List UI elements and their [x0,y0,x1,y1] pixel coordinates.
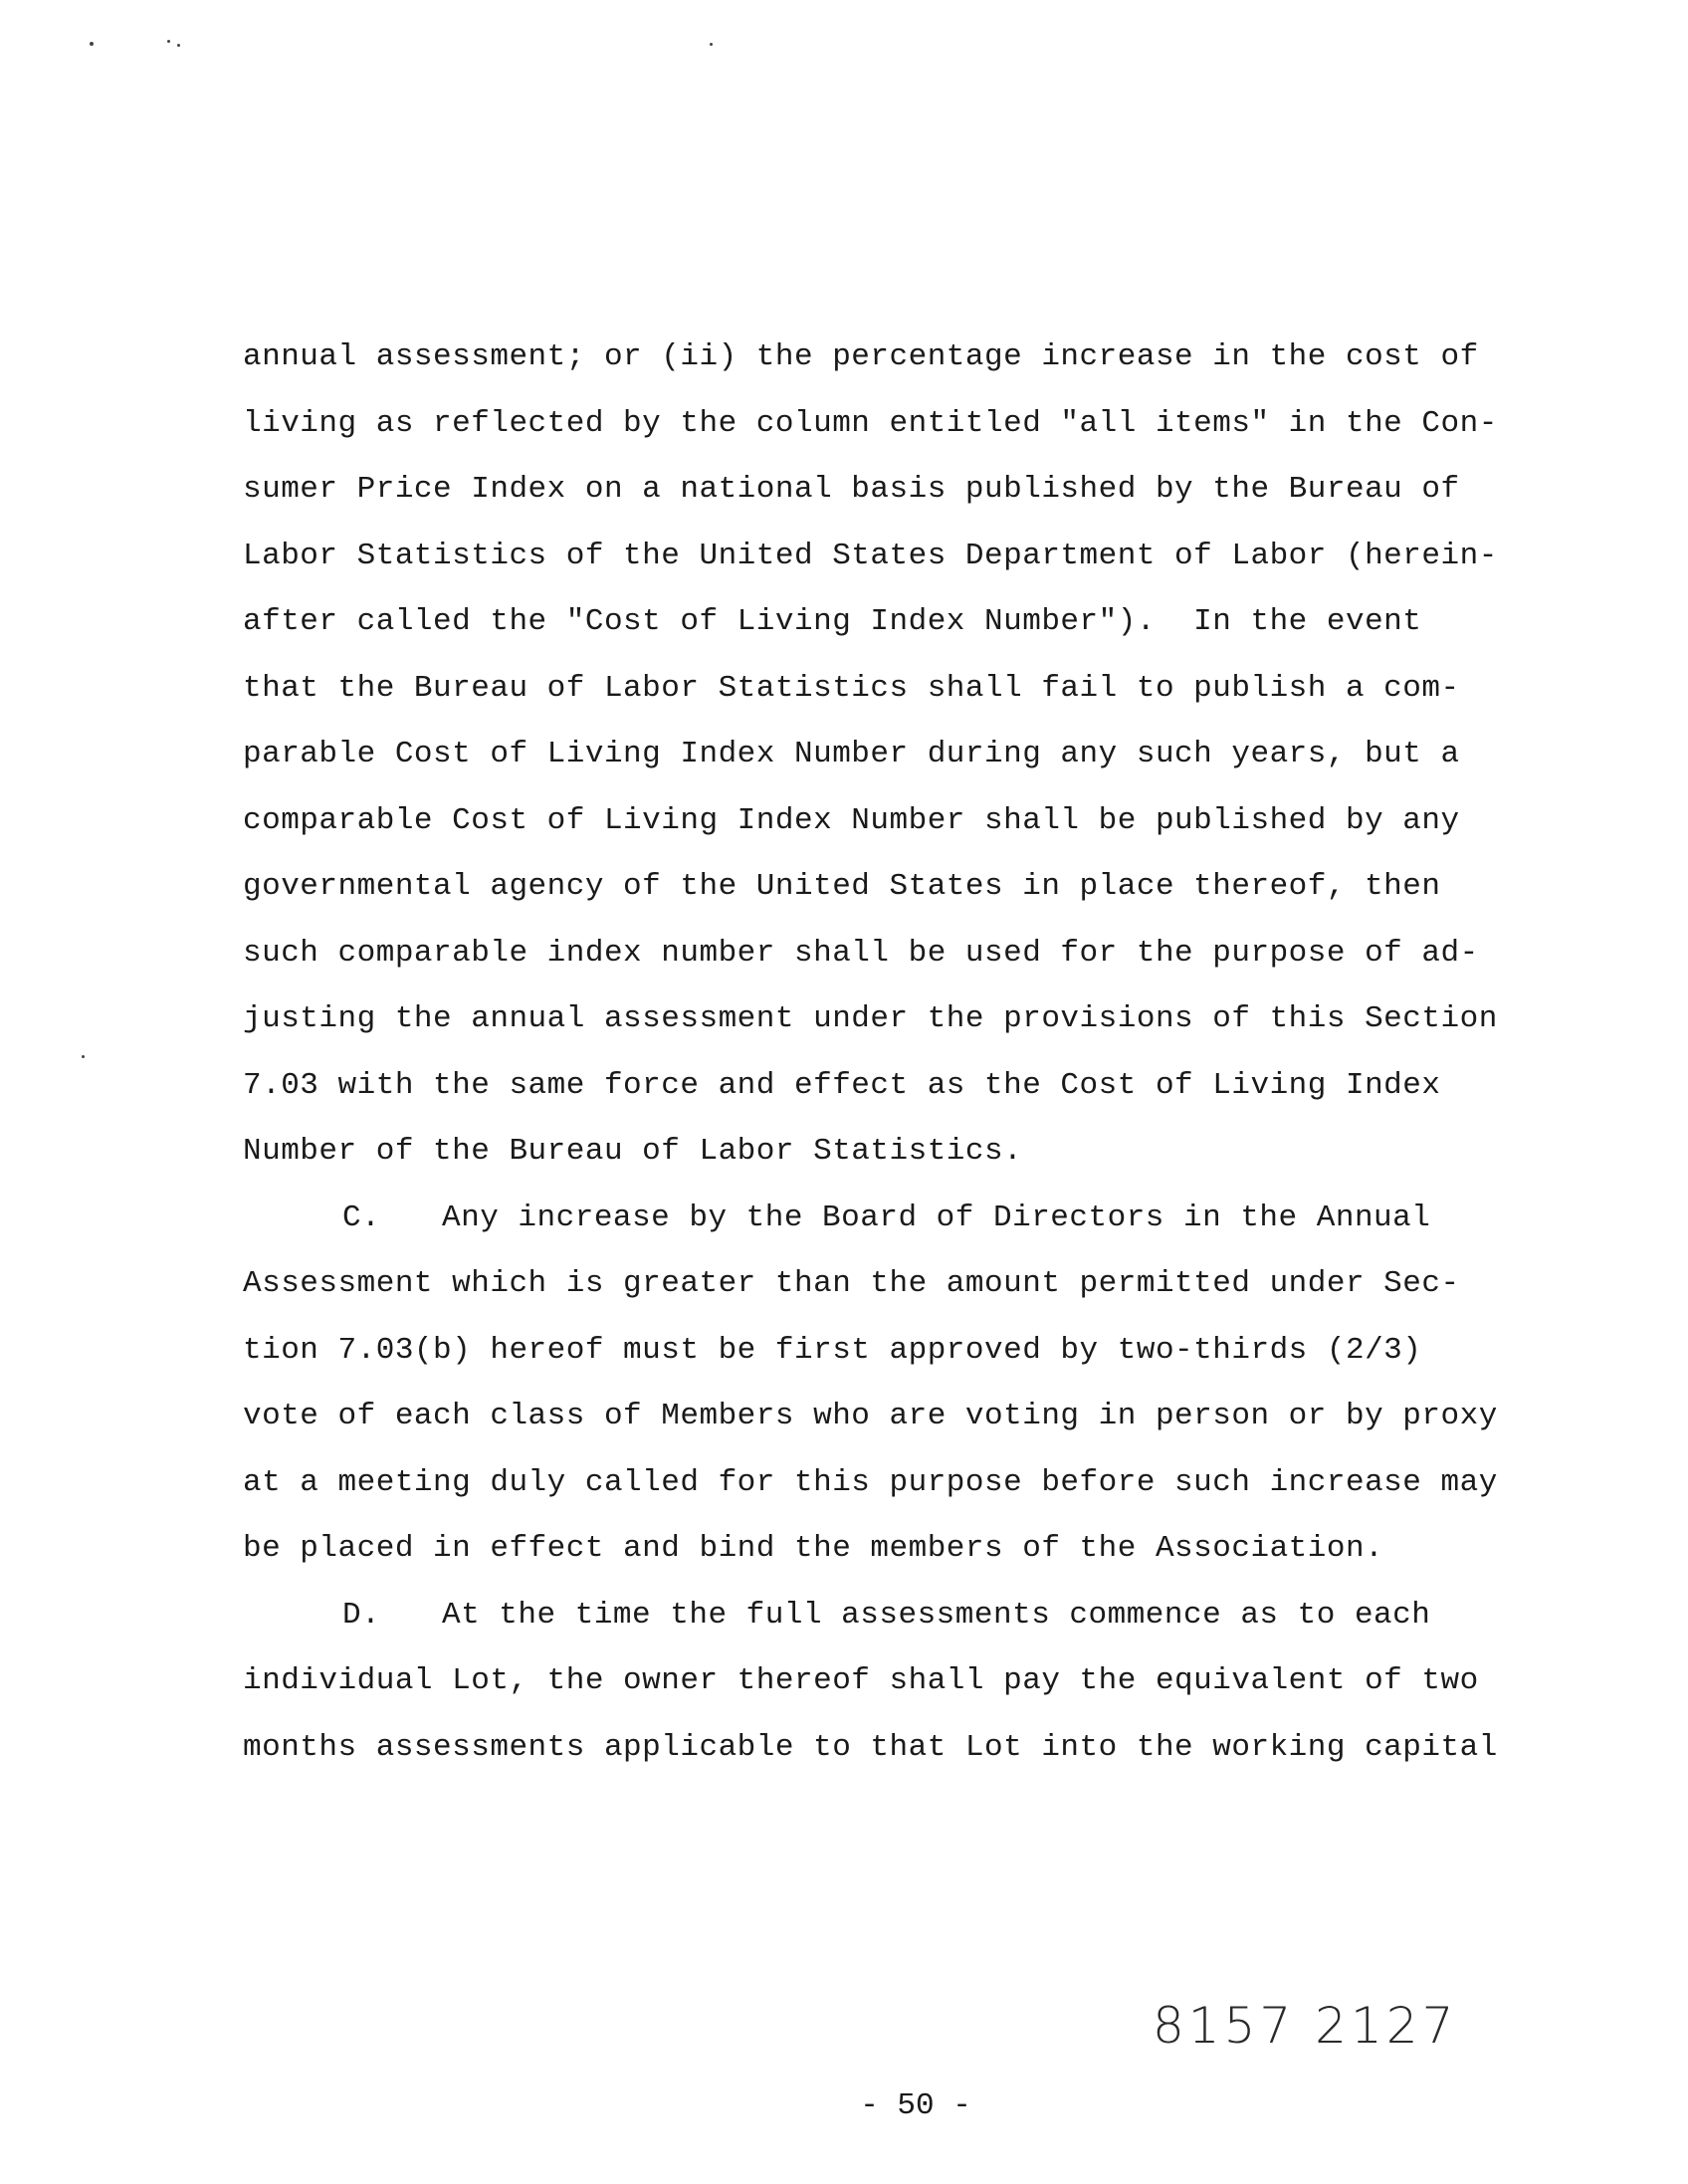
paragraph-d-text: At the time the full assessments commence as to each [442,1597,1431,1633]
text-line: governmental agency of the United States in place thereof, then [243,869,1441,904]
paragraph-c-first-line [243,1186,1577,1252]
scan-speck [90,42,94,46]
text-line: living as reflected by the column entitled "all items" in the Con- [243,405,1498,441]
page-number: - 50 - [860,2088,971,2123]
text-line: Number of the Bureau of Labor Statistics. [243,1134,1023,1169]
paragraph-c-text: Any increase by the Board of Directors in the Annual [442,1200,1431,1235]
text-line: annual assessment; or (ii) the percentage increase in the cost of [243,339,1479,374]
scan-speck [167,40,170,43]
paragraph-d-marker: D. [342,1597,381,1633]
paragraph-c-marker: C. [342,1200,381,1235]
document-body [243,325,1577,1781]
text-line: Labor Statistics of the United States Department of Labor (herein- [243,538,1498,573]
text-line: individual Lot, the owner thereof shall pay the equivalent of two [243,1663,1479,1698]
text-line: at a meeting duly called for this purpose before such increase may [243,1464,1498,1500]
text-line: tion 7.03(b) hereof must be first approved by two-thirds (2/3) [243,1332,1422,1368]
text-line: 7.03 with the same force and effect as the Cost of Living Index [243,1067,1441,1103]
text-line: that the Bureau of Labor Statistics shall fail to publish a com- [243,670,1460,706]
text-line: justing the annual assessment under the provisions of this Section [243,1001,1498,1036]
paragraph-d-first-line [243,1583,1577,1649]
recording-number: 8157 2127 [1153,1997,1458,2055]
text-line: after called the "Cost of Living Index Number"). In the event [243,604,1422,639]
text-line: months assessments applicable to that Lot into the working capital [243,1729,1498,1765]
text-line: Assessment which is greater than the amount permitted under Sec- [243,1266,1460,1301]
scan-speck [710,43,713,46]
scan-speck [82,1055,85,1058]
text-line: sumer Price Index on a national basis published by the Bureau of [243,472,1460,507]
text-line: such comparable index number shall be used for the purpose of ad- [243,935,1479,971]
text-line: parable Cost of Living Index Number during any such years, but a [243,737,1460,771]
text-line: vote of each class of Members who are voting in person or by proxy [243,1399,1498,1433]
text-line: comparable Cost of Living Index Number shall be published by any [243,802,1460,838]
scan-speck [177,44,180,47]
text-line: be placed in effect and bind the members of the Association. [243,1531,1384,1566]
